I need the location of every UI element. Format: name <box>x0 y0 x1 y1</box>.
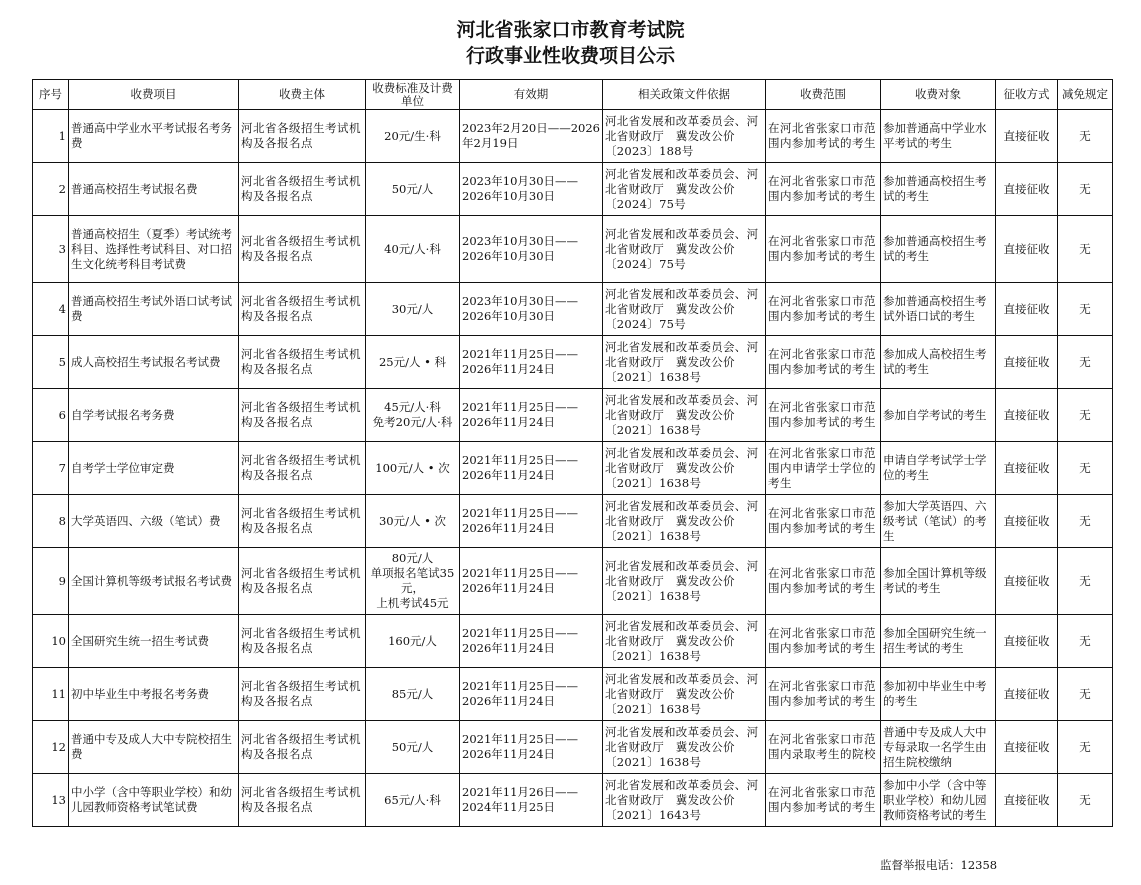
fee-subject: 河北省各级招生考试机构及各报名点 <box>239 495 366 548</box>
fee-scope: 在河北省张家口市范围内参加考试的考生 <box>766 163 881 216</box>
row-number: 1 <box>33 110 69 163</box>
fee-standard: 40元/人·科 <box>366 216 460 283</box>
collection-method: 直接征收 <box>996 668 1058 721</box>
fee-item: 自考学士学位审定费 <box>69 442 239 495</box>
fee-scope: 在河北省张家口市范围内参加考试的考生 <box>766 336 881 389</box>
exemption-rule: 无 <box>1058 668 1113 721</box>
validity-period: 2021年11月25日——2026年11月24日 <box>460 389 603 442</box>
table-row <box>33 495 1113 548</box>
policy-basis: 河北省发展和改革委员会、河北省财政厅 冀发改公价〔2021〕1638号 <box>603 615 766 668</box>
policy-basis: 河北省发展和改革委员会、河北省财政厅 冀发改公价〔2021〕1638号 <box>603 442 766 495</box>
row-number: 3 <box>33 216 69 283</box>
header-method: 征收方式 <box>996 80 1058 110</box>
fee-item: 普通中专及成人大中专院校招生费 <box>69 721 239 774</box>
exemption-rule: 无 <box>1058 216 1113 283</box>
fee-item: 普通高校招生（夏季）考试统考科目、选择性考试科目、对口招生文化统考科目考试费 <box>69 216 239 283</box>
fee-item: 成人高校招生考试报名考试费 <box>69 336 239 389</box>
validity-period: 2021年11月25日——2026年11月24日 <box>460 442 603 495</box>
fee-target: 参加普通高中学业水平考试的考生 <box>881 110 996 163</box>
fee-subject: 河北省各级招生考试机构及各报名点 <box>239 548 366 615</box>
fee-target: 参加普通高校招生考试的考生 <box>881 163 996 216</box>
fee-scope: 在河北省张家口市范围内参加考试的考生 <box>766 389 881 442</box>
fee-scope: 在河北省张家口市范围内参加考试的考生 <box>766 110 881 163</box>
fee-subject: 河北省各级招生考试机构及各报名点 <box>239 721 366 774</box>
policy-basis: 河北省发展和改革委员会、河北省财政厅 冀发改公价〔2021〕1638号 <box>603 721 766 774</box>
fee-target: 参加普通高校招生考试外语口试的考生 <box>881 283 996 336</box>
collection-method: 直接征收 <box>996 336 1058 389</box>
collection-method: 直接征收 <box>996 721 1058 774</box>
header-no: 序号 <box>33 80 69 110</box>
validity-period: 2023年10月30日——2026年10月30日 <box>460 216 603 283</box>
table-row <box>33 615 1113 668</box>
policy-basis: 河北省发展和改革委员会、河北省财政厅 冀发改公价〔2023〕188号 <box>603 110 766 163</box>
table-row <box>33 163 1113 216</box>
fee-standard: 50元/人 <box>366 721 460 774</box>
table-row <box>33 442 1113 495</box>
fee-scope: 在河北省张家口市范围内参加考试的考生 <box>766 216 881 283</box>
fee-scope: 在河北省张家口市范围内参加考试的考生 <box>766 774 881 827</box>
fee-item: 普通高中学业水平考试报名考务费 <box>69 110 239 163</box>
exemption-rule: 无 <box>1058 495 1113 548</box>
row-number: 10 <box>33 615 69 668</box>
fee-subject: 河北省各级招生考试机构及各报名点 <box>239 774 366 827</box>
fee-item: 全国研究生统一招生考试费 <box>69 615 239 668</box>
row-number: 7 <box>33 442 69 495</box>
table-row <box>33 283 1113 336</box>
fee-standard: 25元/人 • 科 <box>366 336 460 389</box>
header-item: 收费项目 <box>69 80 239 110</box>
fee-standard: 100元/人 • 次 <box>366 442 460 495</box>
collection-method: 直接征收 <box>996 283 1058 336</box>
exemption-rule: 无 <box>1058 774 1113 827</box>
fee-scope: 在河北省张家口市范围内参加考试的考生 <box>766 668 881 721</box>
fee-standard: 80元/人 单项报名笔试35元， 上机考试45元 <box>366 548 460 615</box>
validity-period: 2021年11月25日——2026年11月24日 <box>460 615 603 668</box>
page-subtitle: 行政事业性收费项目公示 <box>465 45 675 67</box>
fee-target: 参加全国计算机等级考试的考生 <box>881 548 996 615</box>
collection-method: 直接征收 <box>996 495 1058 548</box>
validity-period: 2021年11月25日——2026年11月24日 <box>460 668 603 721</box>
exemption-rule: 无 <box>1058 283 1113 336</box>
fee-item: 普通高校招生考试报名费 <box>69 163 239 216</box>
fee-scope: 在河北省张家口市范围内申请学士学位的考生 <box>766 442 881 495</box>
fee-standard: 65元/人·科 <box>366 774 460 827</box>
exemption-rule: 无 <box>1058 110 1113 163</box>
fee-scope: 在河北省张家口市范围内录取考生的院校 <box>766 721 881 774</box>
row-number: 2 <box>33 163 69 216</box>
fee-target: 参加普通高校招生考试的考生 <box>881 216 996 283</box>
fee-standard: 160元/人 <box>366 615 460 668</box>
fee-scope: 在河北省张家口市范围内参加考试的考生 <box>766 495 881 548</box>
header-validity: 有效期 <box>460 80 603 110</box>
table-row <box>33 548 1113 615</box>
exemption-rule: 无 <box>1058 615 1113 668</box>
fee-standard: 20元/生·科 <box>366 110 460 163</box>
fee-scope: 在河北省张家口市范围内参加考试的考生 <box>766 615 881 668</box>
validity-period: 2021年11月25日——2026年11月24日 <box>460 548 603 615</box>
fee-target: 普通中专及成人大中专每录取一名学生由招生院校缴纳 <box>881 721 996 774</box>
table-row <box>33 721 1113 774</box>
header-subject: 收费主体 <box>239 80 366 110</box>
table-row <box>33 668 1113 721</box>
fee-target: 参加成人高校招生考试的考生 <box>881 336 996 389</box>
table-row <box>33 774 1113 827</box>
fee-subject: 河北省各级招生考试机构及各报名点 <box>239 668 366 721</box>
fee-target: 参加自学考试的考生 <box>881 389 996 442</box>
policy-basis: 河北省发展和改革委员会、河北省财政厅 冀发改公价〔2024〕75号 <box>603 283 766 336</box>
header-exempt: 减免规定 <box>1058 80 1113 110</box>
row-number: 5 <box>33 336 69 389</box>
validity-period: 2023年10月30日——2026年10月30日 <box>460 163 603 216</box>
table-row <box>33 389 1113 442</box>
fee-subject: 河北省各级招生考试机构及各报名点 <box>239 615 366 668</box>
header-target: 收费对象 <box>881 80 996 110</box>
collection-method: 直接征收 <box>996 163 1058 216</box>
policy-basis: 河北省发展和改革委员会、河北省财政厅 冀发改公价〔2024〕75号 <box>603 216 766 283</box>
fee-standard: 30元/人 <box>366 283 460 336</box>
validity-period: 2021年11月25日——2026年11月24日 <box>460 336 603 389</box>
policy-basis: 河北省发展和改革委员会、河北省财政厅 冀发改公价〔2021〕1638号 <box>603 668 766 721</box>
validity-period: 2021年11月26日——2024年11月25日 <box>460 774 603 827</box>
report-phone: 监督举报电话：12358 <box>880 858 998 872</box>
table-header-row <box>33 80 1113 110</box>
collection-method: 直接征收 <box>996 615 1058 668</box>
fee-standard: 30元/人 • 次 <box>366 495 460 548</box>
header-scope: 收费范围 <box>766 80 881 110</box>
validity-period: 2023年10月30日——2026年10月30日 <box>460 283 603 336</box>
fee-subject: 河北省各级招生考试机构及各报名点 <box>239 336 366 389</box>
collection-method: 直接征收 <box>996 110 1058 163</box>
fee-subject: 河北省各级招生考试机构及各报名点 <box>239 216 366 283</box>
validity-period: 2021年11月25日——2026年11月24日 <box>460 495 603 548</box>
exemption-rule: 无 <box>1058 548 1113 615</box>
row-number: 8 <box>33 495 69 548</box>
validity-period: 2023年2月20日——2026年2月19日 <box>460 110 603 163</box>
fee-target: 参加大学英语四、六级考试（笔试）的考生 <box>881 495 996 548</box>
collection-method: 直接征收 <box>996 442 1058 495</box>
fee-table <box>32 79 1113 827</box>
fee-subject: 河北省各级招生考试机构及各报名点 <box>239 110 366 163</box>
exemption-rule: 无 <box>1058 163 1113 216</box>
fee-subject: 河北省各级招生考试机构及各报名点 <box>239 389 366 442</box>
row-number: 12 <box>33 721 69 774</box>
fee-target: 参加中小学（含中等职业学校）和幼儿园教师资格考试的考生 <box>881 774 996 827</box>
validity-period: 2021年11月25日——2026年11月24日 <box>460 721 603 774</box>
fee-subject: 河北省各级招生考试机构及各报名点 <box>239 283 366 336</box>
fee-item: 初中毕业生中考报名考务费 <box>69 668 239 721</box>
collection-method: 直接征收 <box>996 774 1058 827</box>
fee-item: 中小学（含中等职业学校）和幼儿园教师资格考试笔试费 <box>69 774 239 827</box>
row-number: 6 <box>33 389 69 442</box>
exemption-rule: 无 <box>1058 336 1113 389</box>
exemption-rule: 无 <box>1058 442 1113 495</box>
fee-target: 参加初中毕业生中考的考生 <box>881 668 996 721</box>
fee-standard: 45元/人·科 免考20元/人·科 <box>366 389 460 442</box>
collection-method: 直接征收 <box>996 548 1058 615</box>
policy-basis: 河北省发展和改革委员会、河北省财政厅 冀发改公价〔2021〕1638号 <box>603 336 766 389</box>
fee-scope: 在河北省张家口市范围内参加考试的考生 <box>766 283 881 336</box>
collection-method: 直接征收 <box>996 389 1058 442</box>
exemption-rule: 无 <box>1058 389 1113 442</box>
fee-item: 全国计算机等级考试报名考试费 <box>69 548 239 615</box>
exemption-rule: 无 <box>1058 721 1113 774</box>
table-row <box>33 336 1113 389</box>
fee-standard: 50元/人 <box>366 163 460 216</box>
policy-basis: 河北省发展和改革委员会、河北省财政厅 冀发改公价〔2021〕1643号 <box>603 774 766 827</box>
collection-method: 直接征收 <box>996 216 1058 283</box>
fee-item: 普通高校招生考试外语口试考试费 <box>69 283 239 336</box>
fee-scope: 在河北省张家口市范围内参加考试的考生 <box>766 548 881 615</box>
fee-subject: 河北省各级招生考试机构及各报名点 <box>239 163 366 216</box>
header-basis: 相关政策文件依据 <box>603 80 766 110</box>
row-number: 9 <box>33 548 69 615</box>
fee-target: 参加全国研究生统一招生考试的考生 <box>881 615 996 668</box>
policy-basis: 河北省发展和改革委员会、河北省财政厅 冀发改公价〔2021〕1638号 <box>603 389 766 442</box>
fee-item: 大学英语四、六级（笔试）费 <box>69 495 239 548</box>
page-title: 河北省张家口市教育考试院 <box>456 19 685 41</box>
fee-item: 自学考试报名考务费 <box>69 389 239 442</box>
row-number: 11 <box>33 668 69 721</box>
table-row <box>33 110 1113 163</box>
header-standard: 收费标准及计费单位 <box>366 80 460 110</box>
fee-target: 申请自学考试学士学位的考生 <box>881 442 996 495</box>
fee-standard: 85元/人 <box>366 668 460 721</box>
fee-subject: 河北省各级招生考试机构及各报名点 <box>239 442 366 495</box>
row-number: 4 <box>33 283 69 336</box>
policy-basis: 河北省发展和改革委员会、河北省财政厅 冀发改公价〔2021〕1638号 <box>603 495 766 548</box>
row-number: 13 <box>33 774 69 827</box>
policy-basis: 河北省发展和改革委员会、河北省财政厅 冀发改公价〔2024〕75号 <box>603 163 766 216</box>
table-row <box>33 216 1113 283</box>
policy-basis: 河北省发展和改革委员会、河北省财政厅 冀发改公价〔2021〕1638号 <box>603 548 766 615</box>
